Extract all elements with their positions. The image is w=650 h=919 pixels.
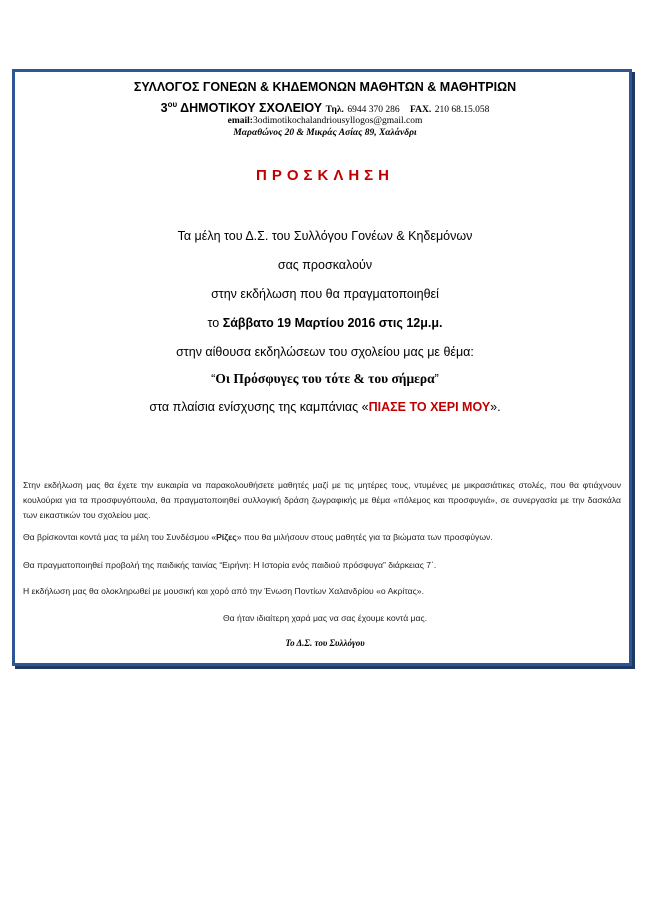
event-date: Σάββατο 19 Μαρτίου 2016 στις 12μ.μ. [222,316,443,330]
details-paragraph-2 [23,530,621,545]
event-theme: Οι Πρόσφυγες του τότε & του σήμερα [215,371,435,386]
invitation-title: ΠΡΟΣΚΛΗΣΗ [255,167,394,184]
fax-label: FAX. [410,105,432,116]
tel-label: Τηλ. [325,105,344,116]
campaign-line [0,400,650,414]
email-label: email: [227,116,253,126]
invitation-date-line [0,316,650,330]
association-name: ΣΥΛΛΟΓΟΣ ΓΟΝΕΩΝ & ΚΗΔΕΜΟΝΩΝ ΜΑΘΗΤΩΝ & ΜΑΘΗΤΡΙΩΝ [133,80,517,94]
school-number-suffix: ου [167,100,178,109]
fax-value: 210 68.15.058 [434,105,490,116]
p2-prefix: Θα βρίσκονται κοντά μας τα μέλη του Συνδέσμου « [23,532,217,542]
details-paragraph-4: Η εκδήλωση μας θα ολοκληρωθεί με μουσική και χορό από την Ένωση Ποντίων Χαλανδρίου «ο Ακρίτας». [23,586,424,596]
details-paragraph-3: Θα πραγματοποιηθεί προβολή της παιδικής ταινίας “Ειρήνη: Η Ιστορία ενός παιδιού πρόσφυγα” διάρκειας 7΄. [23,560,437,570]
p2-bold-name: Ρίζες [216,532,237,542]
school-number: 3 [160,101,168,116]
page-border-frame [12,69,632,666]
date-prefix: το [207,316,220,330]
email-line [0,116,650,126]
details-paragraph-1: Στην εκδήλωση μας θα έχετε την ευκαιρία να παρακολουθήσετε μαθητές μαζί με τις μητέρες τους, ντυμένες με μικρασιάτικες στολές, που θα φτιάχνουν κουλούρια για τα προσφυγόπουλα, θα πραγματοποιηθεί συλλογική δράση ζωγραφικής με θέμα «πόλεμος και προσφυγιά», σε συνεργασία με την δασκάλα των εικαστικών του σχολείου μας. [23,480,621,520]
email-address[interactable]: 3odimotikochalandriousyllogos@gmail.com [252,116,423,126]
closing-sentence: Θα ήταν ιδιαίτερη χαρά μας να σας έχουμε κοντά μας. [222,613,427,623]
invitation-line-2: σας προσκαλούν [277,258,373,272]
signature: Το Δ.Σ. του Συλλόγου [285,638,365,648]
theme-open-quote: “ [211,372,216,386]
campaign-prefix: στα πλαίσια ενίσχυσης της καμπάνιας « [149,400,369,414]
school-name: ΔΗΜΟΤΙΚΟΥ ΣΧΟΛΕΙΟΥ [180,101,323,116]
address-line: Μαραθώνος 20 & Μικράς Ασίας 89, Χαλάνδρι [233,128,417,138]
school-contact-line [0,100,650,115]
campaign-name: ΠΙΑΣΕ ΤΟ ΧΕΡΙ ΜΟΥ [368,400,491,414]
p2-suffix: » που θα μιλήσουν στους μαθητές για τα βιώματα των προσφύγων. [236,532,493,542]
theme-close-quote: ” [434,372,439,386]
invitation-line-1: Τα μέλη του Δ.Σ. του Συλλόγου Γονέων & Κηδεμόνων [177,229,473,243]
invitation-line-3: στην εκδήλωση που θα πραγματοποιηθεί [211,287,439,301]
invitation-line-5: στην αίθουσα εκδηλώσεων του σχολείου μας με θέμα: [176,345,474,359]
campaign-suffix: ». [490,400,501,414]
tel-value: 6944 370 286 [347,105,400,116]
event-theme-line [0,371,650,387]
